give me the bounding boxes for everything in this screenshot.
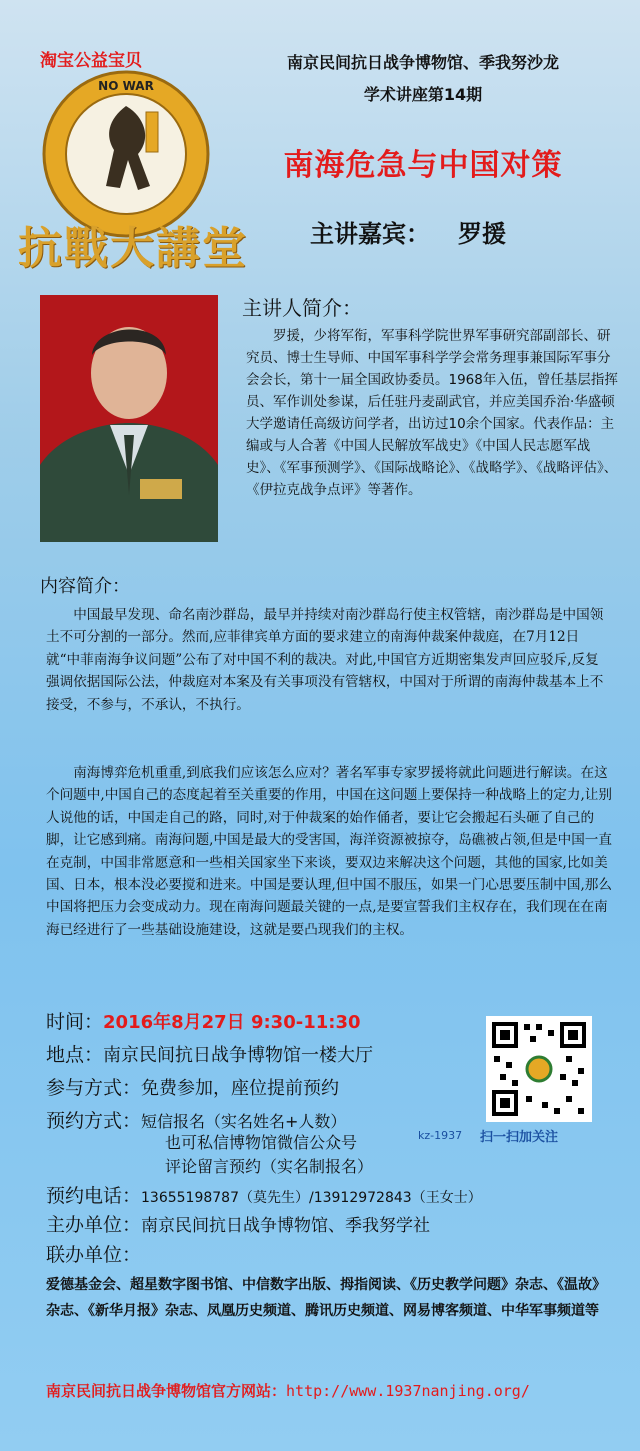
wechat-id: kz-1937 [418,1129,463,1142]
lecture-series: 学术讲座第14期 [363,85,483,104]
logo-top-text: NO WAR [98,79,154,93]
qr-scan-text: 扫一扫加关注 [480,1130,559,1145]
host-label: 主办单位： [46,1214,142,1236]
host-value: 南京民间抗日战争博物馆、季我努学社 [141,1216,431,1236]
website-link[interactable]: http://www.1937nanjing.org/ [286,1382,530,1400]
host-row [46,1210,430,1237]
bio-text: 罗援，少将军衔，军事科学院世界军事研究部副部长、研究员、博士生导师、中国军事科学学会常务理事兼国际军事分会会长，第十一届全国政协委员。1968年入伍，曾任基层指挥员、军作训处参谋，后任驻丹麦副武官，并应美国乔治·华盛顿大学邀请任高级访问学者，出访过10余个国家。代表作品：主编或与人合著《中国人民解放军战史》《中国人民志愿军战史》、《军事预测学》、《国际战略论》、《战略学》、《战略评估》、《伊拉克战争点评》等著作。 [246,328,618,498]
content-heading: 内容简介： [40,576,130,597]
reserve-label: 预约方式： [46,1110,142,1132]
partner-list: 爱德基金会、超星数字图书馆、中信数字出版、拇指阅读、《历史教学问题》杂志、《温故》杂志、《新华月报》杂志、凤凰历史频道、腾讯历史频道、网易博客频道、中华军事频道等 [46,1277,606,1319]
guest-label: 主讲嘉宾： [310,220,430,248]
lecture-title: 南海危急与中国对策 [283,148,563,183]
join-label: 参与方式： [46,1077,142,1099]
time-row [46,1007,361,1034]
co-label: 联办单位： [46,1244,142,1266]
speaker-portrait-icon [40,295,218,542]
place-label: 地点： [46,1044,104,1066]
guest-line [310,214,506,249]
website-label: 南京民间抗日战争博物馆官方网站： [46,1382,287,1400]
time-label: 时间： [46,1011,104,1033]
place-row [46,1040,373,1067]
reserve-line-2: 也可私信博物馆微信公众号 [165,1133,358,1152]
join-value: 免费参加，座位提前预约 [141,1078,340,1099]
lecture-calligraphy: 抗戰大講堂 [18,223,248,274]
phone-label: 预约电话： [46,1185,142,1207]
place-value: 南京民间抗日战争博物馆一楼大厅 [103,1045,374,1066]
join-row [46,1073,339,1100]
bio-heading: 主讲人简介： [242,296,362,320]
charity-tag: 淘宝公益宝贝 [40,51,142,71]
time-value: 2016年8月27日 9:30-11:30 [103,1012,361,1033]
reserve-line-3: 评论留言预约（实名制报名） [165,1157,374,1176]
organizer-line: 南京民间抗日战争博物馆、季我努沙龙 [286,53,559,72]
reserve-row [46,1106,346,1133]
guest-name: 罗援 [458,219,506,248]
wechat-qr-code[interactable] [486,1016,592,1122]
speaker-photo [40,295,218,542]
reserve-line-1: 短信报名（实名姓名+人数） [141,1112,347,1131]
content-paragraph-1: 中国最早发现、命名南沙群岛，最早并持续对南沙群岛行使主权管辖，南沙群岛是中国领土不可分割的一部分。然而,应菲律宾单方面的要求建立的南海仲裁案仲裁庭，在7月12日就“中菲南海争议问题”公布了对中国不利的裁决。对此,中国官方近期密集发声回应驳斥,反复强调依据国际公法，仲裁庭对本案及有关事项没有管辖权，中国对于所谓的南海仲裁基本上不接受，不参与，不承认，不执行。 [46,607,604,713]
phone-row [46,1181,482,1208]
website-line [46,1380,530,1401]
phone-value: 13655198787（莫先生）/13912972843（王女士） [141,1190,482,1206]
content-paragraph-2: 南海博弈危机重重,到底我们应该怎么应对？著名军事专家罗援将就此问题进行解读。在这个问题中,中国自己的态度起着至关重要的作用，中国在这问题上要保持一种战略上的定力,让别人说他的话，中国走自己的路，同时,对于仲裁案的始作俑者，要让它会搬起石头砸了自己的脚，让它感到痛。南海问题,中国是最大的受害国，海洋资源被掠夺，岛礁被占领,但是中国一直在克制，中国非常愿意和一些相关国家坐下来谈，要双边来解决这个问题，其他的国家,比如美国、日本，根本没必要搅和进来。中国是要认理,但中国不服压，如果一门心思要压制中国,那么中国将把压力会变成动力。现在南海问题最关键的一点,是要宣誓我们主权存在，我们现在在南海已经进行了一些基础设施建设，这就是要凸现我们的主权。 [46,765,612,938]
